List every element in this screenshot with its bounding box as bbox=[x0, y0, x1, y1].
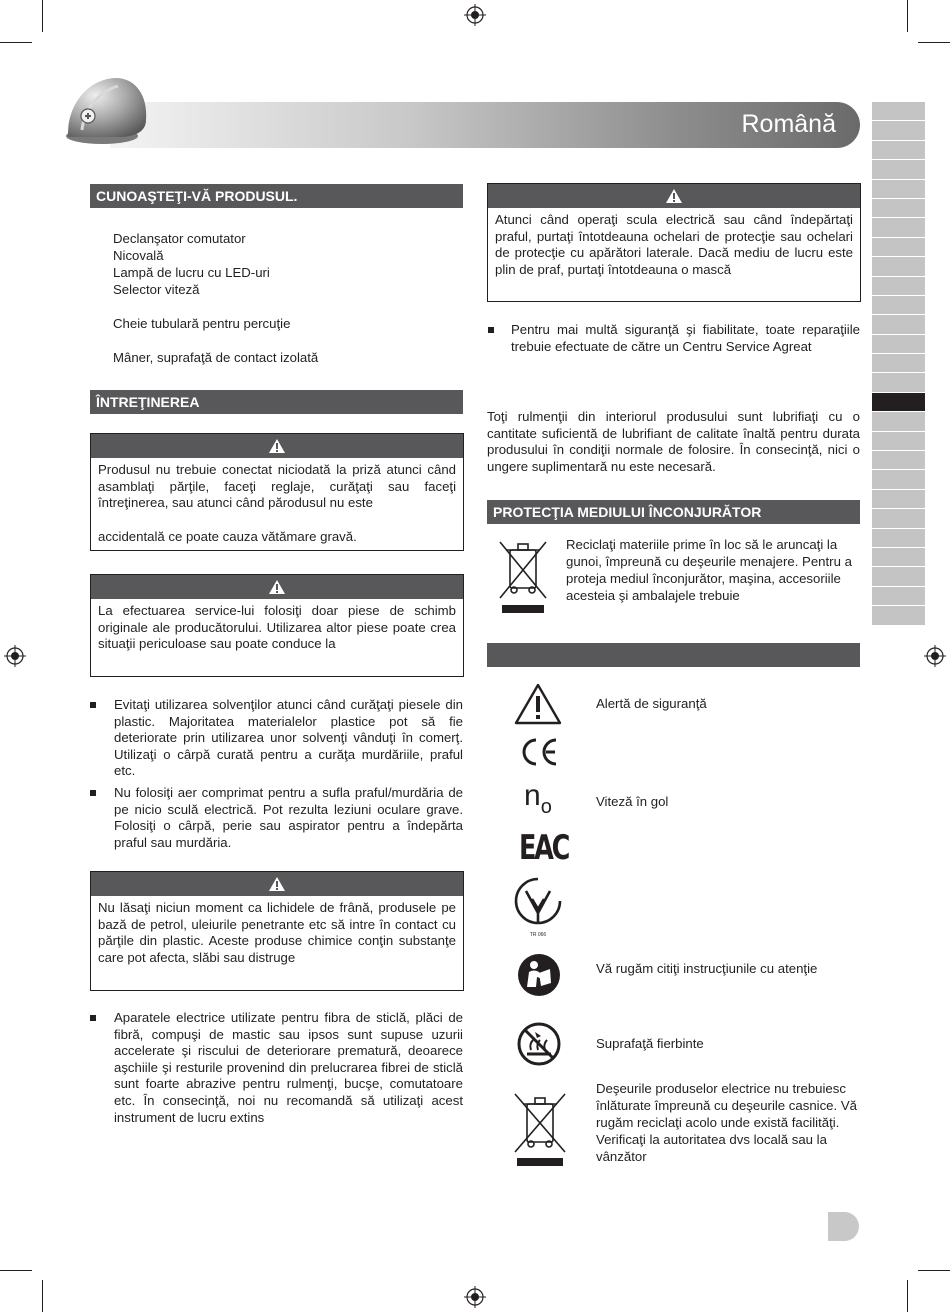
ukraine-mark-text: TR 066 bbox=[529, 932, 547, 938]
section-tab bbox=[872, 432, 925, 451]
know-product-heading: CUNOAŞTEŢI-VĂ PRODUSUL. bbox=[90, 184, 463, 208]
section-tab bbox=[872, 587, 925, 606]
symbol-label: Deşeurile produselor electrice nu trebuiesc înlăturate împreună cu deşeurile casnice. Vă rugăm reciclaţi acolo unde există facilităţi. Verificaţi la autoritatea dvs locală sau la vânzător bbox=[596, 1081, 857, 1164]
section-tab bbox=[872, 315, 925, 334]
list-item: Pentru mai multă siguranţă şi fiabilitate, toate reparaţiile trebuie efectuate de către un Centru Service Agreat bbox=[511, 322, 860, 354]
section-tab bbox=[872, 373, 925, 392]
section-tab bbox=[872, 257, 925, 276]
section-tab bbox=[872, 548, 925, 567]
section-tab bbox=[872, 354, 925, 373]
no-load-speed-icon: $n_o$ bbox=[524, 779, 552, 818]
registration-mark-icon bbox=[464, 1286, 486, 1308]
registration-mark-icon bbox=[924, 645, 946, 667]
section-tab bbox=[872, 277, 925, 296]
crop-mark bbox=[42, 0, 43, 32]
warning-box bbox=[90, 433, 464, 551]
section-tab bbox=[872, 567, 925, 586]
section-tab bbox=[872, 199, 925, 218]
bullet-square-icon bbox=[90, 1015, 96, 1021]
section-tab bbox=[872, 141, 925, 160]
warning-bar bbox=[91, 872, 463, 896]
warning-triangle-icon bbox=[665, 188, 683, 204]
symbol-label: Suprafaţă fierbinte bbox=[596, 1036, 704, 1051]
environment-heading: PROTECŢIA MEDIULUI ÎNCONJURĂTOR bbox=[487, 500, 860, 524]
section-tab bbox=[872, 160, 925, 179]
maintenance-heading: ÎNTREŢINEREA bbox=[90, 390, 463, 414]
warning-box bbox=[90, 871, 464, 991]
warning-bar bbox=[488, 184, 860, 208]
list-item: Cheie tubulară pentru percuţie bbox=[113, 316, 291, 331]
section-tab bbox=[872, 238, 925, 257]
read-manual-icon bbox=[517, 953, 561, 997]
section-tab bbox=[872, 606, 925, 625]
bullet-square-icon bbox=[90, 790, 96, 796]
warning-box bbox=[90, 574, 464, 677]
section-tab bbox=[872, 180, 925, 199]
section-tab bbox=[872, 470, 925, 489]
ukraine-conformity-icon bbox=[514, 877, 562, 939]
warning-triangle-icon bbox=[268, 876, 286, 892]
crop-mark bbox=[907, 1280, 908, 1312]
warning-text: Atunci când operaţi scula electrică sau când îndepărtaţi praful, purtaţi întotdeauna ochelari de protecţie sau ochelari de protecţie cu apărători laterale. Dacă mediu de lucru este plin de praf, purtaţi întotdeauna o mască bbox=[495, 212, 853, 277]
list-item: Aparatele electrice utilizate pentru fibra de sticlă, plăci de fibră, compuşi de mastic sau ipsos sunt supuse uzurii accelerate şi riscului de deteriorare prematură, deoarece aşchiile şi resturile provenind din prelucrarea fibrei de sticlă sunt foarte abrazive pentru rulmenţi, bucşe, comutatoare etc. În consecinţă, noi nu recomandă să utilizaţi acest instrument de lucru extins bbox=[114, 1010, 463, 1126]
eac-mark-icon: EAC bbox=[519, 828, 569, 868]
helmet-icon bbox=[62, 74, 152, 150]
warning-text: accidentală ce poate cauza vătămare gravă. bbox=[98, 528, 357, 544]
section-tab bbox=[872, 218, 925, 237]
section-tab bbox=[872, 451, 925, 470]
list-item: Nicovală bbox=[113, 248, 164, 263]
weee-bin-icon bbox=[494, 536, 552, 616]
list-item: Evitaţi utilizarea solvenţilor atunci când curăţaţi piesele din plastic. Majoritatea materialelor plastice pot să fie deteriorate prin utilizarea unor solvenţi vânduţi în comerţ. Utilizaţi o cârpă curată pentru a curăţa murdăriile, praful etc. bbox=[114, 697, 463, 780]
warning-text: La efectuarea service-lui folosiţi doar piese de schimb originale ale producătorului. Utilizarea altor piese poate crea situaţii periculoase sau poate conduce la bbox=[98, 603, 456, 652]
list-item: Lampă de lucru cu LED-uri bbox=[113, 265, 270, 280]
list-item: Nu folosiţi aer comprimat pentru a sufla praful/murdăria de pe nicio sculă electrică. Pot rezulta leziuni oculare grave. Folosiţi o cârpă, perie sau aspirator pentru a îndepărta praful sau murdăria. bbox=[114, 785, 463, 851]
crop-mark bbox=[0, 1270, 32, 1271]
section-tab bbox=[872, 121, 925, 140]
bullet-square-icon bbox=[90, 702, 96, 708]
warning-triangle-icon bbox=[268, 579, 286, 595]
list-item: Selector viteză bbox=[113, 282, 200, 297]
bullet-square-icon bbox=[488, 327, 494, 333]
section-tab bbox=[872, 335, 925, 354]
crop-mark bbox=[907, 0, 908, 32]
language-title: Română bbox=[741, 110, 836, 138]
warning-box bbox=[487, 183, 861, 302]
section-tab bbox=[872, 412, 925, 431]
section-tab bbox=[872, 102, 925, 121]
crop-mark bbox=[0, 42, 32, 43]
safety-alert-icon bbox=[513, 682, 563, 726]
warning-bar bbox=[91, 434, 463, 458]
list-item: Mâner, suprafaţă de contact izolată bbox=[113, 350, 319, 365]
registration-mark-icon bbox=[4, 645, 26, 667]
section-tab bbox=[872, 296, 925, 315]
symbol-label: Vă rugăm citiţi instrucţiunile cu atenţie bbox=[596, 961, 818, 976]
hot-surface-icon bbox=[517, 1022, 561, 1066]
section-tabs bbox=[872, 102, 925, 626]
registration-mark-icon bbox=[464, 4, 486, 26]
ce-mark-icon bbox=[518, 736, 560, 768]
warning-triangle-icon bbox=[268, 438, 286, 454]
warning-text: Nu lăsaţi niciun moment ca lichidele de frână, produsele pe bază de petrol, uleiurile penetrante etc să intre în contact cu părţile din plastic. Aceste produse chimice conţin substanţe care pot afecta, slăbi sau distruge bbox=[98, 900, 456, 965]
lubrication-text: Toţi rulmenţii din interiorul produsului sunt lubrifiaţi cu o cantitate suficientă de lubrifiant de calitate înaltă pentru durata produsului în condiţii normale de folosire. În consecinţă, nici o ungere suplimentară nu este necesară. bbox=[487, 409, 860, 474]
symbols-heading bbox=[487, 643, 860, 667]
warning-bar bbox=[91, 575, 463, 599]
section-tab bbox=[872, 509, 925, 528]
page-number-tab bbox=[828, 1212, 859, 1241]
weee-bin-icon bbox=[511, 1090, 569, 1170]
list-item: Declanşator comutator bbox=[113, 231, 246, 246]
product-items-list bbox=[113, 230, 453, 366]
symbol-label: Alertă de siguranţă bbox=[596, 696, 707, 711]
crop-mark bbox=[918, 1270, 950, 1271]
section-tab bbox=[872, 490, 925, 509]
language-banner bbox=[110, 102, 860, 148]
environment-text: Reciclaţi materiile prime în loc să le aruncaţi la gunoi, împreună cu deşeurile menajere. Pentru a proteja mediul înconjurător, maşina, accesoriile acesteia şi ambalajele trebuie bbox=[566, 537, 852, 603]
warning-text: Produsul nu trebuie conectat niciodată la priză atunci când asamblaţi părţile, faceţi reglaje, curăţaţi sau faceţi întreţinerea, sau atunci când părodusul nu este bbox=[98, 462, 456, 511]
crop-mark bbox=[42, 1280, 43, 1312]
crop-mark bbox=[918, 42, 950, 43]
section-tab-active bbox=[872, 393, 925, 412]
symbol-label: Viteză în gol bbox=[596, 794, 669, 809]
section-tab bbox=[872, 529, 925, 548]
